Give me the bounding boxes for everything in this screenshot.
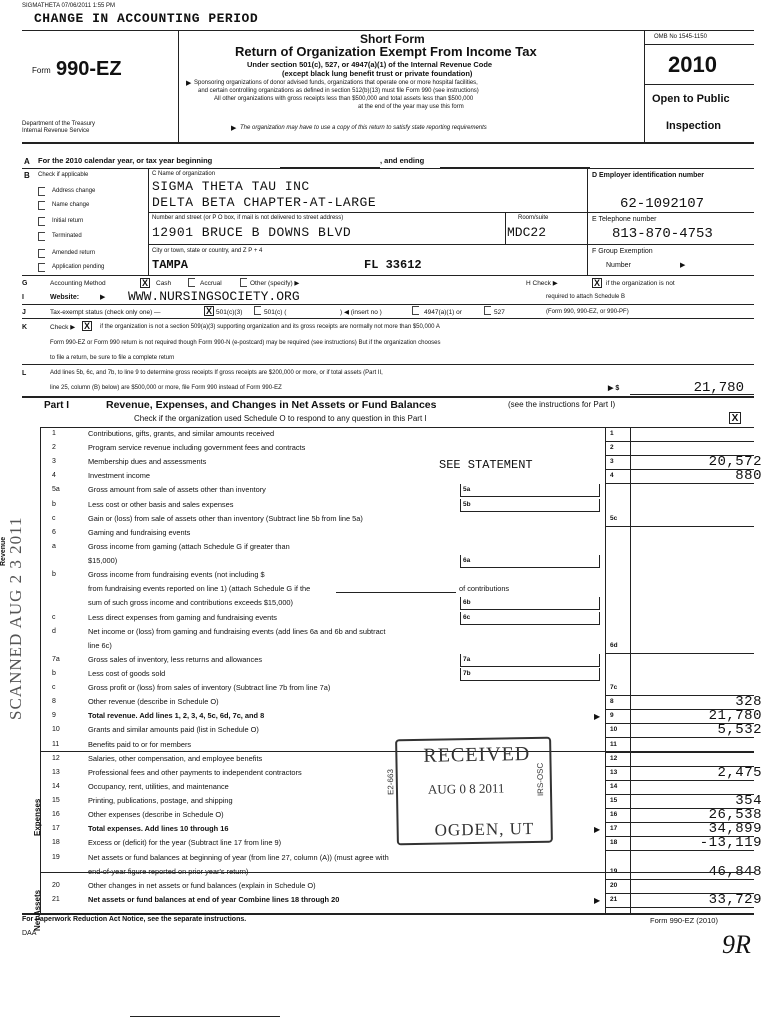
line-number: 17: [52, 825, 60, 832]
subline-amount-box[interactable]: [460, 668, 600, 681]
line-l-label: L: [22, 370, 27, 377]
line-box-number: 4: [610, 472, 614, 479]
line-text: Occupancy, rent, utilities, and maintenance: [88, 782, 229, 791]
form-ref: Form 990-EZ (2010): [650, 916, 718, 925]
line-box-number: 14: [610, 783, 618, 790]
sponsor-text-1: Sponsoring organizations of donor advised funds, organizations that operate one or more hospital facilities,: [194, 80, 478, 86]
line-b-label: B: [24, 171, 30, 180]
terminated-checkbox[interactable]: [38, 232, 45, 241]
line-a-text: For the 2010 calendar year, or tax year beginning: [38, 156, 213, 165]
status-501c3-label: 501(c)(3): [216, 309, 243, 316]
subline-box-label: 6c: [463, 614, 471, 621]
line-number: 6: [52, 529, 56, 536]
line-amount: 328: [735, 694, 762, 710]
line-number: 5a: [52, 486, 60, 493]
line-amount: 354: [735, 793, 762, 809]
amended-return-label: Amended return: [52, 250, 96, 256]
line-number: 8: [52, 698, 56, 705]
name-change-checkbox[interactable]: [38, 201, 45, 210]
daa-label: DAA: [22, 930, 37, 937]
cash-checkbox[interactable]: X: [141, 278, 148, 288]
received-stamp-right-code: IRS-OSC: [535, 762, 546, 797]
subline-box-label: 7b: [463, 670, 471, 677]
line-l-text: Add lines 5b, 6c, and 7b, to line 9 to determine gross receipts If gross receipts are $200,000 or more, or if total assets (Part II,: [50, 370, 383, 376]
group-arrow-icon: ▶: [680, 262, 686, 269]
status-insert-label: ) ◀ (insert no ): [340, 309, 382, 316]
line-number: 15: [52, 797, 60, 804]
application-pending-label: Application pending: [52, 264, 105, 270]
line-number: 16: [52, 811, 60, 818]
line-text: Less cost or other basis and sales expenses: [88, 500, 234, 509]
subline-amount-box[interactable]: [460, 654, 600, 667]
line-amount: -13,119: [699, 835, 762, 851]
street-label: Number and street (or P O box, if mail is not delivered to street address): [152, 215, 344, 221]
revenue-side-label: Revenue: [0, 536, 7, 566]
line-text: Membership dues and assessments: [88, 457, 207, 466]
initial-return-checkbox[interactable]: [38, 217, 45, 226]
line-text: Grants and similar amounts paid (list in Schedule O): [88, 725, 259, 734]
see-statement: SEE STATEMENT: [439, 458, 533, 472]
status-527-checkbox[interactable]: [484, 306, 491, 315]
line-a-label: A: [24, 157, 30, 166]
subline-box-label: 6b: [463, 599, 471, 606]
line-number: 3: [52, 458, 56, 465]
application-pending-checkbox[interactable]: [38, 263, 45, 272]
subline-box-label: 5a: [463, 486, 471, 493]
initial-return-label: Initial return: [52, 218, 84, 224]
received-stamp-date: AUG 0 8 2011: [427, 780, 505, 797]
line-text: line 6c): [88, 641, 112, 650]
line-amount: 33,729: [708, 892, 762, 908]
tax-exempt-label: Tax-exempt status (check only one) —: [50, 309, 161, 316]
line-text: Less cost of goods sold: [88, 669, 166, 678]
line-box-number: 2: [610, 444, 614, 451]
line-h-text-4: (Form 990, 990-EZ, or 990-PF): [546, 309, 629, 315]
line-number: 1: [52, 430, 56, 437]
line-k-text-3: to file a return, be sure to file a complete return: [50, 355, 175, 361]
subline-box-label: 5b: [463, 501, 471, 508]
dept-irs: Internal Revenue Service: [22, 128, 90, 134]
line-number: 10: [52, 726, 60, 733]
contributions-text: of contributions: [459, 584, 510, 593]
line-k-checkbox[interactable]: X: [83, 321, 90, 331]
line-text: end-of-year figure reported on prior year's return): [88, 867, 249, 876]
line-amount: 21,780: [708, 708, 762, 724]
line-box-number: 5c: [610, 515, 618, 522]
line-text: Gross profit or (loss) from sales of inventory (Subtract line 7b from line 7a): [88, 683, 331, 692]
line-number: b: [52, 571, 56, 578]
status-4947-checkbox[interactable]: [412, 306, 419, 315]
line-number: 9: [52, 712, 56, 719]
line-number: 21: [52, 896, 60, 903]
line-number: 14: [52, 783, 60, 790]
accrual-label: Accrual: [200, 280, 222, 287]
subline-amount-box[interactable]: [460, 484, 600, 497]
line-text: from fundraising events reported on line 1) (attach Schedule G if the: [88, 584, 311, 593]
except-text: (except black lung benefit trust or private foundation): [282, 69, 473, 78]
inspection: Inspection: [666, 120, 722, 132]
initials: 9R: [722, 930, 751, 959]
city-label: City or town, state or country, and Z P + 4: [152, 248, 263, 254]
status-4947-label: 4947(a)(1) or: [424, 309, 462, 316]
line-text: Gross amount from sale of assets other than inventory: [88, 485, 266, 494]
room-suite: MDC22: [507, 225, 547, 240]
line-amount: 5,532: [717, 722, 762, 738]
status-527-label: 527: [494, 309, 505, 316]
line-box-number: 21: [610, 896, 618, 903]
line-text: Investment income: [88, 471, 151, 480]
state-reporting-text: The organization may have to use a copy of this return to satisfy state reporting requirements: [240, 125, 487, 131]
website-label: Website:: [50, 294, 80, 301]
line-number: a: [52, 543, 56, 550]
part1-label: Part I: [44, 400, 70, 411]
line-text: Contributions, gifts, grants, and similar amounts received: [88, 429, 275, 438]
paperwork-notice: For Paperwork Reduction Act Notice, see the separate instructions.: [22, 916, 247, 923]
line-number: 2: [52, 444, 56, 451]
subline-box-label: 7a: [463, 656, 471, 663]
subline-box-label: 6a: [463, 557, 471, 564]
line-number: c: [52, 515, 56, 522]
line-box-number: 16: [610, 811, 618, 818]
received-stamp: [385, 737, 553, 846]
part1-title-suffix: (see the instructions for Part I): [508, 400, 616, 409]
line-k-text-2: Form 990-EZ or Form 990 return is not required though Form 990-N (e-postcard) may be required (see instructions) But if the organization chooses: [50, 340, 441, 346]
line-box-number: 7c: [610, 684, 618, 691]
line-amount: 26,538: [708, 807, 762, 823]
line-text: Net assets or fund balances at beginning of year (from line 27, column (A)) (must agree with: [88, 853, 389, 862]
line-number: d: [52, 628, 56, 635]
line-text: Gross income from gaming (attach Schedule G if greater than: [88, 542, 290, 551]
total-arrow-icon: ▶: [594, 896, 601, 905]
line-box-number: 13: [610, 769, 618, 776]
received-stamp-left-code: E2-663: [385, 769, 396, 796]
total-arrow-icon: ▶: [594, 712, 601, 721]
dept-treasury: Department of the Treasury: [22, 121, 96, 127]
org-name-label: C Name of organization: [152, 171, 216, 177]
line-amount: 2,475: [717, 765, 762, 781]
line-box-number: 17: [610, 825, 618, 832]
line-text: Professional fees and other payments to independent contractors: [88, 768, 302, 777]
line-box-number: 8: [610, 698, 614, 705]
other-label: Other (specify) ▶: [250, 280, 300, 287]
line-amount: 34,899: [708, 821, 762, 837]
form-number: 990-EZ: [56, 58, 122, 80]
line-text: Other revenue (describe in Schedule O): [88, 697, 219, 706]
line-text: Other expenses (describe in Schedule O): [88, 810, 224, 819]
line-number: 12: [52, 755, 60, 762]
line-number: 18: [52, 839, 60, 846]
line-g-label: G: [22, 280, 28, 287]
address-change-checkbox[interactable]: [38, 187, 45, 196]
subline-amount-box[interactable]: [460, 612, 600, 625]
subline-amount-box[interactable]: [460, 499, 600, 512]
subline-amount-box[interactable]: [460, 597, 600, 610]
line-h-text: H Check ▶: [526, 280, 558, 287]
line-box-number: 19: [610, 868, 618, 875]
received-stamp-city: OGDEN, UT: [434, 818, 535, 840]
line-number: 19: [52, 854, 60, 861]
line-box-number: 18: [610, 839, 618, 846]
gross-receipts-amount: 21,780: [693, 380, 744, 396]
org-name-2: DELTA BETA CHAPTER-AT-LARGE: [152, 195, 377, 210]
line-l-dollar: ▶ $: [608, 385, 620, 392]
part1-title: Revenue, Expenses, and Changes in Net Assets or Fund Balances: [106, 399, 437, 411]
state-arrow-icon: ▶: [231, 125, 237, 132]
website-arrow-icon: ▶: [100, 294, 106, 301]
status-501c3-checkbox[interactable]: X: [205, 306, 212, 316]
line-text: Benefits paid to or for members: [88, 740, 192, 749]
group-number-label: Number: [606, 262, 631, 269]
name-change-label: Name change: [52, 202, 90, 208]
line-h-text-2: if the organization is not: [606, 280, 675, 287]
line-number: 4: [52, 472, 56, 479]
city: TAMPA: [152, 258, 189, 272]
accounting-method-label: Accounting Method: [50, 280, 106, 287]
tax-year: 2010: [668, 52, 717, 77]
line-k-text: if the organization is not a section 509(a)(3) supporting organization and its gross receipts are normally not more than $50,000 A: [100, 324, 440, 330]
line-number: 11: [52, 741, 60, 748]
line-number: c: [52, 684, 56, 691]
line-h-text-3: required to attach Schedule B: [546, 294, 626, 300]
schedule-b-checkbox[interactable]: X: [593, 278, 600, 288]
schedule-o-checkbox[interactable]: X: [729, 412, 741, 424]
line-text: Total expenses. Add lines 10 through 16: [88, 824, 229, 833]
line-text: $15,000): [88, 556, 118, 565]
ein-value: 62-1092107: [620, 196, 705, 212]
sponsor-text-2: and certain controlling organizations as defined in section 512(b)(13) must file Form 990 (see instructions): [198, 88, 479, 94]
line-box-number: 10: [610, 726, 618, 733]
status-501c-label: 501(c) (: [264, 309, 287, 316]
expenses-side-label: Expenses: [33, 798, 42, 836]
phone-value: 813-870-4753: [612, 226, 713, 242]
and-ending-text: , and ending: [380, 156, 425, 165]
line-text: Net assets or fund balances at end of year Combine lines 18 through 20: [88, 895, 340, 904]
line-text: Total revenue. Add lines 1, 2, 3, 4, 5c, 6d, 7c, and 8: [88, 711, 265, 720]
page-title: CHANGE IN ACCOUNTING PERIOD: [34, 11, 259, 26]
line-box-number: 1: [610, 430, 614, 437]
phone-label: E Telephone number: [592, 216, 657, 223]
net-assets-side-label: Net Assets: [33, 889, 42, 931]
line-text: Printing, publications, postage, and shipping: [88, 796, 233, 805]
line-text: sum of such gross income and contributions exceeds $15,000): [88, 598, 293, 607]
line-text: Less direct expenses from gaming and fundraising events: [88, 613, 277, 622]
line-text: Gross income from fundraising events (not including $: [88, 570, 265, 579]
line-amount: 880: [735, 468, 762, 484]
line-number: b: [52, 670, 56, 677]
subline-amount-box[interactable]: [460, 555, 600, 568]
line-number: 20: [52, 882, 60, 889]
line-j-label: J: [22, 309, 26, 316]
preparer-line: SIGMATHETA 07/06/2011 1:55 PM: [22, 3, 116, 9]
status-501c-checkbox[interactable]: [254, 306, 261, 315]
group-exemption-label: F Group Exemption: [592, 248, 653, 255]
total-arrow-icon: ▶: [594, 825, 601, 834]
room-label: Room/suite: [518, 215, 549, 221]
line-amount: 20,572: [708, 454, 762, 470]
line-l-text-2: line 25, column (B) below) are $500,000 or more, file Form 990 instead of Form 990-EZ: [50, 385, 282, 391]
line-i-label: I: [22, 294, 24, 301]
line-k-check-label: Check ▶: [50, 324, 76, 331]
scanned-stamp: SCANNED AUG 2 3 2011: [6, 516, 25, 720]
ein-label: D Employer identification number: [592, 172, 705, 179]
terminated-label: Terminated: [52, 233, 82, 239]
line-number: 13: [52, 769, 60, 776]
form-title: Short Form: [360, 32, 425, 46]
line-k-label: K: [22, 324, 28, 331]
accrual-checkbox[interactable]: [188, 278, 195, 287]
line-text: Gain or (loss) from sale of assets other than inventory (Subtract line 5b from line 5a): [88, 514, 363, 523]
check-if-applicable: Check if applicable: [38, 172, 89, 178]
line-text: Gross sales of inventory, less returns and allowances: [88, 655, 263, 664]
line-text: Excess or (deficit) for the year (Subtract line 17 from line 9): [88, 838, 282, 847]
line-box-number: 20: [610, 882, 618, 889]
form-subtitle: Return of Organization Exempt From Income Tax: [235, 44, 537, 59]
line-text: Salaries, other compensation, and employee benefits: [88, 754, 263, 763]
line-text: Net income or (loss) from gaming and fundraising events (add lines 6a and 6b and subtract: [88, 627, 386, 636]
state-zip: FL 33612: [364, 258, 422, 272]
line-amount: 46,848: [708, 864, 762, 880]
sponsor-text-3: All other organizations with gross receipts less than $500,000 and total assets less than $500,000: [214, 96, 474, 102]
sponsor-text-4: at the end of the year may use this form: [358, 104, 464, 110]
line-box-number: 9: [610, 712, 614, 719]
line-text: Other changes in net assets or fund balances (explain in Schedule O): [88, 881, 316, 890]
amended-return-checkbox[interactable]: [38, 249, 45, 258]
line-number: 7a: [52, 656, 60, 663]
part1-check-line: Check if the organization used Schedule O to respond to any question in this Part I: [134, 414, 427, 423]
line-box-number: 12: [610, 755, 618, 762]
under-section: Under section 501(c), 527, or 4947(a)(1) of the Internal Revenue Code: [247, 60, 493, 69]
open-to-public: Open to Public: [652, 93, 730, 105]
line-box-number: 15: [610, 797, 618, 804]
omb-number: OMB No 1545-1150: [654, 34, 707, 40]
street-address: 12901 BRUCE B DOWNS BLVD: [152, 225, 352, 240]
line-box-number: 3: [610, 458, 614, 465]
received-stamp-title: RECEIVED: [423, 743, 531, 767]
line-number: b: [52, 501, 56, 508]
line-text: Program service revenue including government fees and contracts: [88, 443, 306, 452]
other-checkbox[interactable]: [240, 278, 247, 287]
sponsor-arrow-icon: ▶: [186, 80, 192, 87]
website-value[interactable]: WWW.NURSINGSOCIETY.ORG: [128, 289, 300, 304]
cash-label: Cash: [156, 280, 172, 287]
line-box-number: 11: [610, 741, 617, 748]
line-number: c: [52, 614, 56, 621]
line-text: Gaming and fundraising events: [88, 528, 191, 537]
address-change-label: Address change: [52, 188, 96, 194]
line-box-number: 6d: [610, 642, 618, 649]
org-name: SIGMA THETA TAU INC: [152, 179, 310, 194]
form-label: Form: [32, 66, 51, 75]
